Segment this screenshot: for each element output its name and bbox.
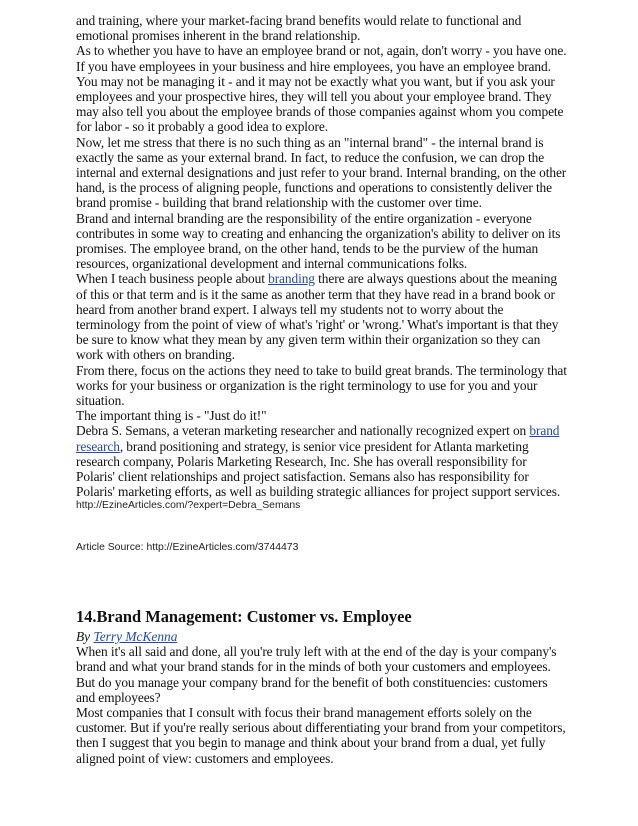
paragraph: As to whether you have to have an employee brand or not, again, don't worry - you have one. If you have employees in your business and hire employees, you have an employee brand. You may not be managing it - and it may not be exactly what you want, but if you ask your employees and your prospective hires, they will tell you about your employee brand. They may also tell you about the employee brands of those companies against whom you compete for labor - so it probably a good idea to explore. (76, 43, 567, 135)
paragraph-text: , brand positioning and strategy, is senior vice president for Atlanta marketing research company, Polaris Marketing Research, Inc. She has overall responsibility for Polaris' client relationships and project satisfaction. Semans also has responsibility for Polaris' marketing efforts, as well as building strategic alliances for project support services. (76, 438, 561, 500)
author-link[interactable]: Terry McKenna (93, 629, 178, 644)
paragraph: and training, where your market-facing brand benefits would relate to functional and emotional promises inherent in the brand relationship. (76, 13, 522, 44)
article-body (76, 644, 568, 766)
branding-link[interactable]: branding (268, 271, 315, 287)
paragraph: Now, let me stress that there is no such thing as an "internal brand" - the internal brand is exactly the same as your external brand. In fact, to reduce the confusion, we can drop the internal and external designations and just refer to your brand. Internal branding, on the other hand, is the process of aligning people, functions and operations to consistently deliver the brand promise - building that brand relationship with the customer over time. (76, 134, 567, 211)
byline (76, 629, 568, 644)
brand-research-link[interactable]: brand research (76, 423, 560, 454)
article-body (76, 13, 568, 500)
article-title: 14.Brand Management: Customer vs. Employee (76, 607, 412, 626)
by-label: By (76, 629, 94, 644)
paragraph: Brand and internal branding are the responsibility of the entire organization - everyone contributes in some way to creating and enhancing the organization's ability to deliver on its promises. The employee brand, on the other hand, tends to be the purview of the human resources, organizational development and internal communications folks. (76, 210, 561, 272)
article-section (76, 607, 568, 766)
paragraph: The important thing is - "Just do it!" (76, 408, 267, 424)
paragraph: Most companies that I consult with focus their brand management efforts solely on the customer. But if you're really serious about differentiating your brand from your competitors, then I suggest that you begin to manage and think about your brand from a dual, yet fully aligned point of view: customers and employees. (76, 705, 566, 766)
expert-url[interactable]: http://EzineArticles.com/?expert=Debra_Semans (76, 500, 301, 511)
paragraph (76, 271, 568, 362)
paragraph: From there, focus on the actions they need to take to build great brands. The terminology that works for your business or organization is the right terminology to use for you and your situation. (76, 362, 567, 409)
author-bio (76, 423, 568, 499)
paragraph-text: Debra S. Semans, a veteran marketing researcher and nationally recognized expert on (76, 423, 530, 439)
article-source: Article Source: http://EzineArticles.com/3744473 (76, 542, 299, 553)
paragraph: When it's all said and done, all you're truly left with at the end of the day is your company's brand and what your brand stands for in the minds of both your customers and employees. But do you manage your company brand for the benefit of both constituencies: customers and employees? (76, 644, 557, 705)
paragraph-text: When I teach business people about (76, 271, 269, 287)
paragraph-text: there are always questions about the meaning of this or that term and is it the same as another term that they have read in a brand book or heard from another brand expert. I always tell my students not to worry about the terminology from the point of view of what's 'right' or 'wrong.' What's important is that they be sure to know what they mean by any given term within their organization so they can work with others on branding. (76, 271, 559, 363)
